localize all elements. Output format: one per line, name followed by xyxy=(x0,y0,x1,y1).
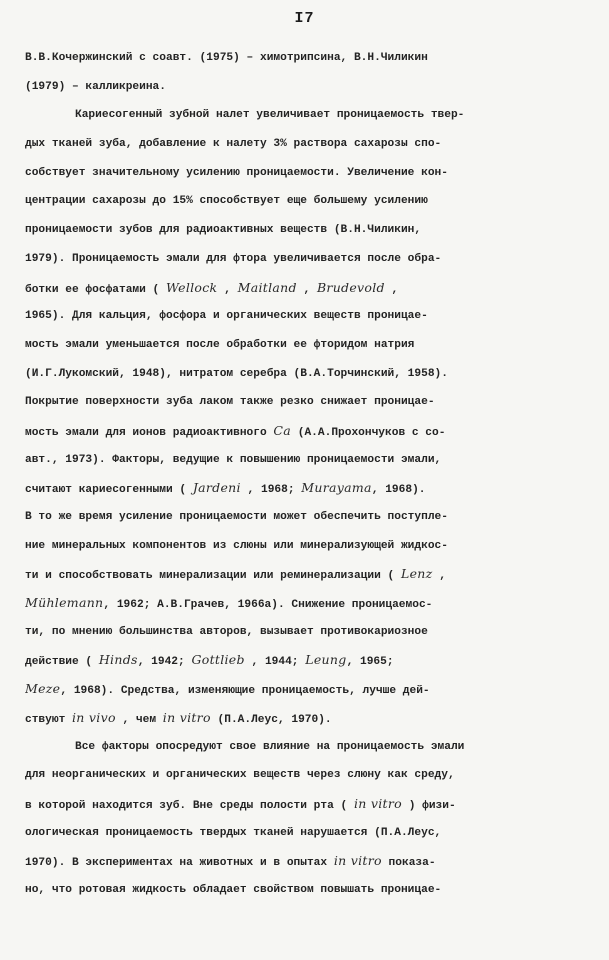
text-line xyxy=(25,44,585,73)
typed-text: действие ( xyxy=(25,656,99,669)
typed-text: ботки ее фосфатами ( xyxy=(25,283,166,296)
text-line xyxy=(25,274,585,303)
text-line xyxy=(25,73,585,102)
handwritten-insertion: Ca xyxy=(273,422,292,438)
text-line xyxy=(25,474,585,503)
typed-text: авт., 1973). Факторы, ведущие к повышению проницаемости эмали, xyxy=(25,453,442,466)
text-line xyxy=(25,675,585,704)
typed-text: , xyxy=(432,570,446,583)
typed-text: , 1944; xyxy=(244,656,306,669)
text-line xyxy=(25,761,585,790)
text-line xyxy=(25,560,585,589)
typed-text: , xyxy=(384,283,399,296)
typed-text: , 1968; xyxy=(240,484,302,497)
typed-text: , 1962; А.В.Грачев, 1966а). Снижение проницаемос- xyxy=(103,599,433,612)
typed-text: ние минеральных компонентов из слюны или минерализующей жидкос- xyxy=(25,539,448,552)
text-line xyxy=(25,876,585,905)
handwritten-insertion: Wellock xyxy=(166,279,218,295)
handwritten-insertion: in vivo xyxy=(72,709,116,725)
handwritten-insertion: Meze xyxy=(25,681,61,697)
text-line xyxy=(25,618,585,647)
typed-text: в которой находится зуб. Вне среды полости рта ( xyxy=(25,799,354,812)
text-line xyxy=(25,532,585,561)
typed-text: считают кариесогенными ( xyxy=(25,484,193,497)
handwritten-insertion: Gottlieb xyxy=(191,652,245,668)
text-line xyxy=(25,159,585,188)
typed-text: , xyxy=(217,283,238,296)
text-line xyxy=(25,388,585,417)
typed-text: но, что ротовая жидкость обладает свойством повышать проницае- xyxy=(25,883,442,896)
text-line xyxy=(25,216,585,245)
handwritten-insertion: in vitro xyxy=(333,853,382,869)
typed-text: центрации сахарозы до 15% способствует еще большему усилению xyxy=(25,195,428,208)
text-line xyxy=(25,302,585,331)
text-line xyxy=(25,360,585,389)
typed-text: собствует значительному усилению проницаемости. Увеличение кон- xyxy=(25,166,448,179)
handwritten-insertion: Mühlemann xyxy=(25,595,104,611)
typed-text: ологическая проницаемость твердых тканей нарушается (П.А.Леус, xyxy=(25,826,442,839)
text-line xyxy=(25,847,585,876)
text-line xyxy=(25,417,585,446)
typed-text: 1965). Для кальция, фосфора и органических веществ проницае- xyxy=(25,310,428,323)
typed-text: (1979) – калликреина. xyxy=(25,80,166,93)
text-line xyxy=(25,245,585,274)
text-line xyxy=(25,646,585,675)
handwritten-insertion: Lenz xyxy=(400,566,433,582)
text-line xyxy=(25,819,585,848)
typed-text: ти, по мнению большинства авторов, вызывает противокариозное xyxy=(25,625,428,638)
typed-text: 1970). В экспериментах на животных и в опытах xyxy=(25,857,334,870)
typed-text: , чем xyxy=(115,713,163,726)
typed-text: мость эмали уменьшается после обработки ее фторидом натрия xyxy=(25,338,415,351)
typed-text: дых тканей зуба, добавление к налету 3% раствора сахарозы спо- xyxy=(25,138,442,151)
text-line xyxy=(25,331,585,360)
handwritten-insertion: Hinds xyxy=(98,652,138,668)
typed-text: проницаемости зубов для радиоактивных веществ (В.Н.Чиликин, xyxy=(25,224,422,237)
typed-text: В.В.Кочержинский с соавт. (1975) – химотрипсина, В.Н.Чиликин xyxy=(25,52,428,64)
typed-text: Кариесогенный зубной налет увеличивает проницаемость твер- xyxy=(75,109,465,122)
typed-text: (А.А.Прохончуков с со- xyxy=(291,426,446,439)
typed-text: ти и способствовать минерализации или реминерализации ( xyxy=(25,570,401,583)
text-line xyxy=(25,704,585,733)
text-line xyxy=(25,187,585,216)
typed-text: ствуют xyxy=(25,713,72,726)
typed-text: ) физи- xyxy=(401,799,456,812)
typed-text: , 1942; xyxy=(137,656,192,669)
handwritten-insertion: Brudevold xyxy=(316,279,385,295)
page-number: I7 xyxy=(294,10,315,27)
typed-text: В то же время усиление проницаемости может обеспечить поступле- xyxy=(25,511,448,523)
handwritten-insertion: in vitro xyxy=(353,795,402,811)
text-line xyxy=(25,101,585,130)
handwritten-insertion: Jardeni xyxy=(192,480,241,496)
text-line xyxy=(25,589,585,618)
text-line xyxy=(25,790,585,819)
typed-text: , xyxy=(296,283,317,296)
typed-text: Покрытие поверхности зуба лаком также резко снижает проницае- xyxy=(25,396,435,409)
typed-text: , 1965; xyxy=(346,656,394,669)
typed-text: показа- xyxy=(381,857,436,870)
typed-text: для неорганических и органических веществ через слюну как среду, xyxy=(25,769,455,782)
typed-text: 1979). Проницаемость эмали для фтора увеличивается после обра- xyxy=(25,252,442,265)
typed-text: (И.Г.Лукомский, 1948), нитратом серебра (В.А.Торчинский, 1958). xyxy=(25,367,448,380)
document-text-body xyxy=(25,44,585,905)
typed-text: , 1968). Средства, изменяющие проницаемость, лучше дей- xyxy=(60,685,430,698)
text-line xyxy=(25,733,585,762)
handwritten-insertion: Murayama xyxy=(301,480,372,496)
handwritten-insertion: Leung xyxy=(305,652,347,668)
typed-text: (П.А.Леус, 1970). xyxy=(210,713,332,726)
handwritten-insertion: in vitro xyxy=(162,709,211,725)
text-line xyxy=(25,130,585,159)
typed-text: Все факторы опосредуют свое влияние на проницаемость эмали xyxy=(75,740,465,753)
typed-text: мость эмали для ионов радиоактивного xyxy=(25,426,274,439)
handwritten-insertion: Maitland xyxy=(237,279,297,295)
text-line xyxy=(25,446,585,475)
typed-text: , 1968). xyxy=(371,484,426,497)
text-line xyxy=(25,503,585,532)
